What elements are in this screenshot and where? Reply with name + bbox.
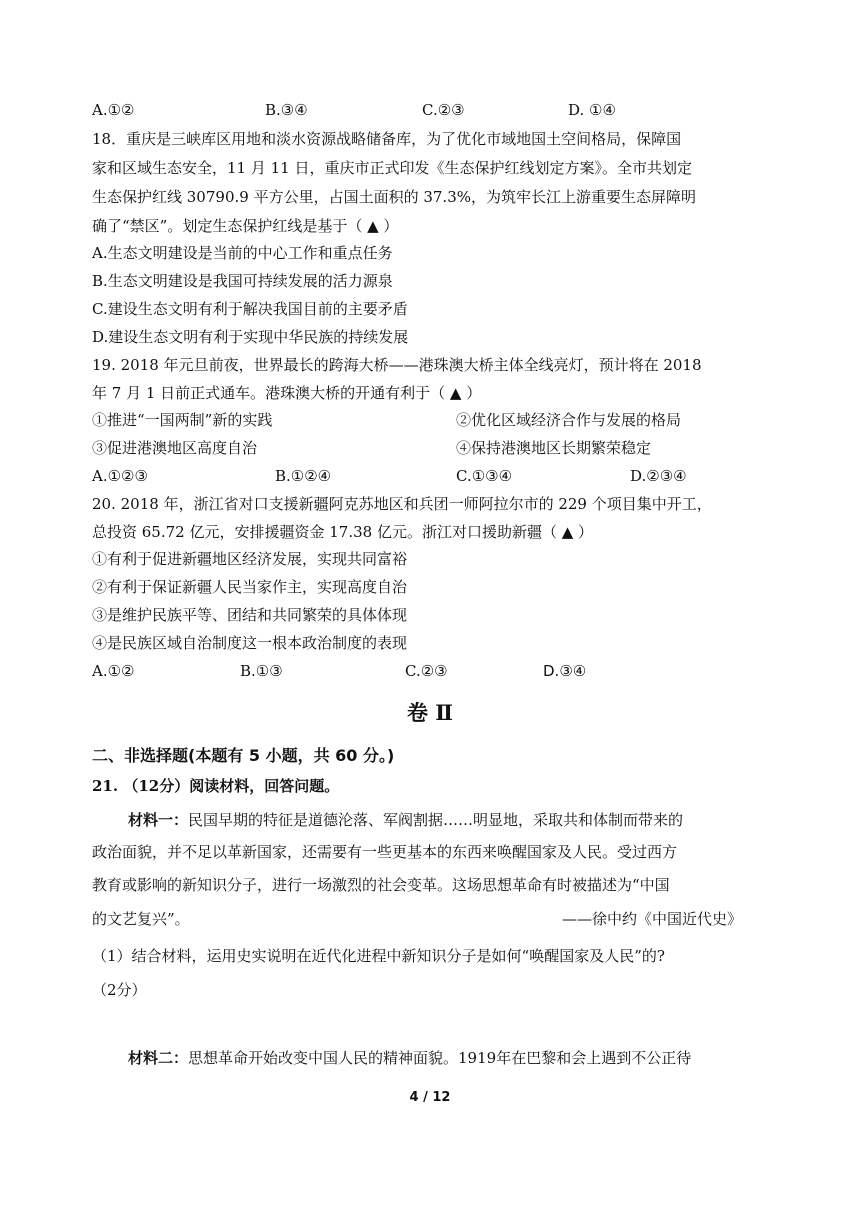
q18-stem-line-3: 生态保护红线 30790.9 平方公里，占国土面积的 37.3%，为筑牢长江上游重要生态屏障明: [92, 188, 696, 206]
q19-option-d: D.②③④: [630, 467, 687, 485]
q21-subquestion-1-line-2: （2分）: [92, 981, 147, 999]
q21-material-1-line-1: [128, 810, 683, 830]
q18-stem-line-1: 18．重庆是三峡库区用地和淡水资源战略储备库，为了优化市域地国土空间格局，保障国: [92, 130, 682, 148]
q21-material-1-text-1: 民国早期的特征是道德沦落、军阀割据……明显地，采取共和体制而带来的: [188, 811, 684, 829]
q18-option-d: D.建设生态文明有利于实现中华民族的持续发展: [92, 328, 409, 346]
q18-stem-line-2: 家和区域生态安全，11 月 11 日，重庆市正式印发《生态保护红线划定方案》。全市共划定: [92, 159, 692, 177]
q19-statement-2: ②优化区域经济合作与发展的格局: [456, 411, 682, 429]
q19-option-a: A.①②③: [92, 467, 148, 485]
q17-option-a: A.①②: [92, 101, 135, 119]
q19-stem-line-1: 19. 2018 年元旦前夜，世界最长的跨海大桥——港珠澳大桥主体全线亮灯，预计将在 2018: [92, 356, 702, 374]
q18-stem-line-4: 确了“禁区”。划定生态保护红线是基于（ ▲ ）: [92, 217, 399, 235]
q17-option-c: C.②③: [422, 101, 465, 119]
q19-statement-1: ①推进“一国两制”新的实践: [92, 411, 273, 429]
q18-option-a: A.生态文明建设是当前的中心工作和重点任务: [92, 244, 393, 262]
q19-stem-line-2: 年 7 月 1 日前正式通车。港珠澳大桥的开通有利于（ ▲ ）: [92, 384, 482, 402]
q21-material-1-line-3: 教育或影响的新知识分子，进行一场激烈的社会变革。这场思想革命有时被描述为“中国: [92, 876, 670, 894]
q21-material-1-label: 材料一：: [128, 811, 189, 829]
q18-option-b: B.生态文明建设是我国可持续发展的活力源泉: [92, 272, 393, 290]
q17-option-b: B.③④: [265, 101, 308, 119]
q20-statement-4: ④是民族区域自治制度这一根本政治制度的表现: [92, 634, 408, 652]
section-title: 卷 Ⅱ: [406, 700, 453, 725]
q21-material-1-line-2: 政治面貌，并不足以革新国家，还需要有一些更基本的东西来唤醒国家及人民。受过西方: [92, 843, 678, 861]
q21-material-1-source: ——徐中约《中国近代史》: [562, 910, 743, 928]
q20-stem-line-2: 总投资 65.72 亿元，安排援疆资金 17.38 亿元。浙江对口援助新疆（ ▲ ）: [92, 523, 594, 541]
q20-statement-1: ①有利于促进新疆地区经济发展，实现共同富裕: [92, 550, 408, 568]
part2-title: 二、非选择题(本题有 5 小题，共 60 分。): [92, 746, 395, 765]
q21-material-2-label: 材料二：: [128, 1049, 189, 1067]
q20-option-d: D.③④: [543, 662, 587, 680]
q19-statement-4: ④保持港澳地区长期繁荣稳定: [456, 439, 652, 457]
q20-statement-2: ②有利于保证新疆人民当家作主，实现高度自治: [92, 578, 408, 596]
page-number: 4 / 12: [409, 1090, 451, 1105]
q21-material-2-line-1: [128, 1048, 691, 1068]
q17-option-d: D. ①④: [568, 101, 616, 119]
q19-option-b: B.①②④: [275, 467, 332, 485]
q20-option-c: C.②③: [405, 662, 448, 680]
q21-title: 21. （12分）阅读材料，回答问题。: [92, 777, 340, 795]
q20-statement-3: ③是维护民族平等、团结和共同繁荣的具体体现: [92, 606, 408, 624]
q18-option-c: C.建设生态文明有利于解决我国目前的主要矛盾: [92, 300, 408, 318]
q19-option-c: C.①③④: [456, 467, 513, 485]
q21-subquestion-1-line-1: （1）结合材料，运用史实说明在近代化进程中新知识分子是如何“唤醒国家及人民”的?: [92, 947, 665, 965]
q19-statement-3: ③促进港澳地区高度自治: [92, 439, 258, 457]
q21-material-1-line-4: 的文艺复兴”。: [92, 910, 190, 928]
q20-stem-line-1: 20. 2018 年，浙江省对口支援新疆阿克苏地区和兵团一师阿拉尔市的 229 个项目集中开工，: [92, 495, 712, 513]
q21-material-2-text: 思想革命开始改变中国人民的精神面貌。1919年在巴黎和会上遇到不公正待: [188, 1049, 692, 1067]
q20-option-a: A.①②: [92, 662, 135, 680]
q20-option-b: B.①③: [240, 662, 283, 680]
